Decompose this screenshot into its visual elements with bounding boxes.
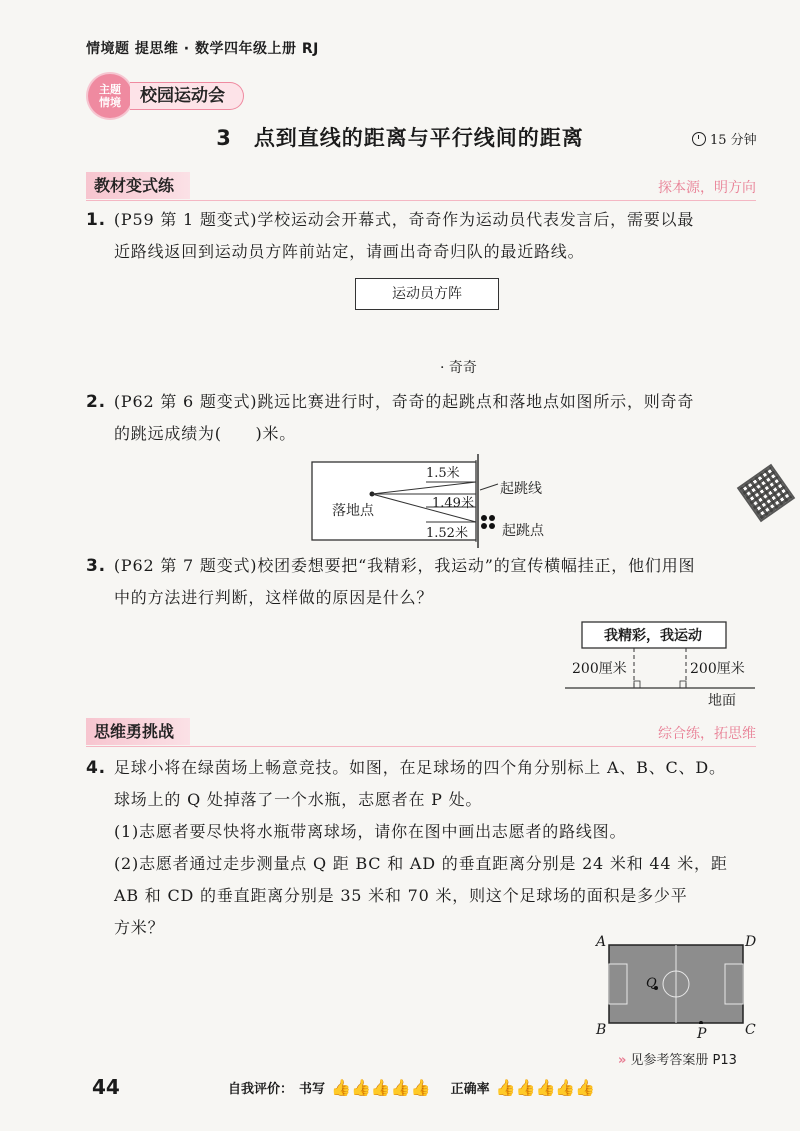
answer-reference [618, 1049, 737, 1068]
takeoff-line-label: 起跳线 [500, 481, 542, 497]
lesson-title-text: 点到直线的距离与平行线间的距离 [253, 126, 584, 150]
writing-thumbs-icon[interactable]: 👍👍👍👍👍 [331, 1078, 431, 1097]
corner-a-label: A [596, 934, 607, 950]
accuracy-thumbs-icon[interactable]: 👍👍👍👍👍 [495, 1078, 596, 1097]
corner-d-label: D [745, 934, 757, 950]
writing-label: 书写 [299, 1082, 326, 1097]
clock-icon [692, 132, 706, 146]
takeoff-line-pointer [480, 484, 498, 490]
time-estimate [692, 129, 757, 148]
soccer-field [608, 944, 744, 1024]
question-text: (P62 第 6 题变式)跳远比赛进行时，奇奇的起跳点和落地点如图所示，则奇奇 [113, 392, 695, 411]
question-number: 2. [86, 392, 106, 412]
point-p-label: P [697, 1026, 707, 1042]
answer-reference-text: 见参考答案册 P13 [630, 1053, 737, 1068]
question-text: 足球小将在绿茵场上畅意竞技。如图，在足球场的四个角分别标上 A、B、C、D。 [113, 758, 726, 777]
corner-c-label: C [745, 1022, 756, 1038]
right-angle-mark [680, 681, 686, 688]
sub-question-1: (1)志愿者要尽快将水瓶带离球场，请你在图中画出志愿者的路线图。 [114, 822, 627, 841]
question-text-cont: 近路线返回到运动员方阵前站定，请画出奇奇归队的最近路线。 [114, 242, 585, 261]
section-tag: 思维勇挑战 [86, 718, 190, 745]
takeoff-point-label: 起跳点 [502, 523, 544, 539]
question-text-cont: 球场上的 Q 处掉落了一个水瓶，志愿者在 P 处。 [114, 790, 483, 809]
lesson-number: 3 [216, 126, 232, 150]
double-chevron-icon: » [618, 1053, 627, 1068]
distance-label-2: 1.49米 [432, 496, 474, 511]
question-text: (P59 第 1 题变式)学校运动会开幕式，奇奇作为运动员代表发言后，需要以最 [113, 210, 695, 229]
banner-text: 我精彩，我运动 [604, 628, 702, 644]
sub-question-2-line1: (2)志愿者通过走步测量点 Q 距 BC 和 AD 的垂直距离分别是 24 米和 44 米，距 [114, 854, 728, 873]
theme-badge-line1: 主题 [99, 83, 121, 96]
ground-label: 地面 [708, 693, 736, 709]
right-distance-label: 200厘米 [690, 661, 745, 677]
question-text: (P62 第 7 题变式)校团委想要把“我精彩，我运动”的宣传横幅挂正，他们用图 [113, 556, 696, 575]
section-hint: 探本源，明方向 [658, 180, 756, 196]
theme-badge-line2: 情境 [99, 96, 121, 109]
theme-ribbon: 校园运动会 [130, 82, 244, 110]
right-angle-mark [634, 681, 640, 688]
book-header: 情境题 提思维 · 数学四年级上册 RJ [86, 41, 319, 57]
sub-question-2-line2: AB 和 CD 的垂直距离分别是 35 米和 70 米，则这个足球场的面积是多少平 [114, 886, 688, 905]
question-text-cont: 的跳远成绩为( )米。 [114, 424, 297, 443]
self-evaluation [228, 1078, 595, 1097]
footprint [489, 515, 495, 521]
footprint [481, 515, 487, 521]
left-distance-label: 200厘米 [572, 661, 627, 677]
question-number: 4. [86, 758, 106, 778]
section-hint: 综合练，拓思维 [658, 726, 756, 742]
distance-label-3: 1.52米 [426, 526, 468, 541]
section-textbook-variant [86, 172, 756, 201]
question-text-cont: 中的方法进行判断，这样做的原因是什么？ [114, 588, 434, 607]
self-eval-label: 自我评价： [228, 1082, 294, 1097]
athlete-formation-box: 运动员方阵 [355, 278, 499, 310]
theme-badge [88, 74, 132, 118]
sub-question-2-line3: 方米？ [114, 918, 165, 937]
time-text: 15 分钟 [710, 133, 757, 148]
question-4 [86, 752, 758, 944]
section-thinking-challenge [86, 718, 756, 747]
question-number: 1. [86, 210, 106, 230]
section-tag: 教材变式练 [86, 172, 190, 199]
corner-b-label: B [596, 1022, 607, 1038]
qiqi-point-label: · 奇奇 [440, 360, 477, 376]
point-q-label: Q [646, 976, 657, 991]
question-number: 3. [86, 556, 106, 576]
question-1 [86, 204, 758, 268]
footprint [481, 523, 487, 529]
landing-point-label: 落地点 [332, 503, 374, 519]
question-3 [86, 550, 758, 614]
question-2 [86, 386, 758, 450]
lesson-title [0, 122, 800, 152]
page-number: 44 [92, 1075, 120, 1099]
qr-code-icon [737, 464, 795, 522]
distance-label-1: 1.5米 [426, 466, 460, 481]
accuracy-label: 正确率 [450, 1082, 490, 1097]
footprint [489, 523, 495, 529]
